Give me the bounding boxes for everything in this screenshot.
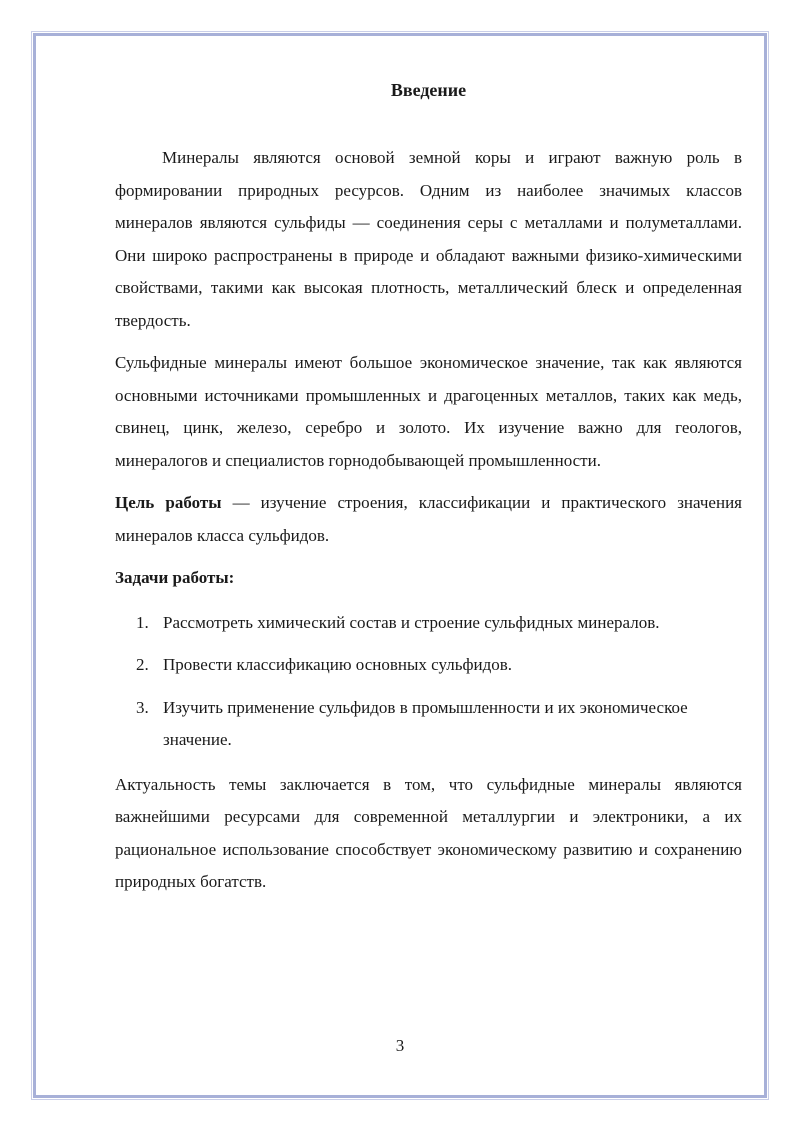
list-item [115,692,742,757]
document-body [115,74,742,909]
intro-paragraph-2: Сульфидные минералы имеют большое экономическое значение, так как являются основными источниками промышленных и драгоценных металлов, таких как медь, свинец, цинк, железо, серебро и золото. Их изучение важно для геологов, минералогов и специалистов горнодобывающей промышленности. [115,353,742,470]
goal-text: — изучение строения, классификации и практического значения минералов класса сульфидов. [115,493,742,545]
list-item-number: 3. [136,697,149,717]
list-item-number: 2. [136,655,149,674]
intro-paragraph-1: Минералы являются основой земной коры и играют важную роль в формировании природных ресурсов. Одним из наиболее значимых классов минералов являются сульфиды — соединения серы с металлами и полуметаллами. Они широко распространены в природе и обладают важными физико-химическими свойствами, такими как высокая плотность, металлический блеск и определенная твердость. [115,148,742,330]
page-number: 3 [395,1036,405,1055]
list-item-text: Изучить применение сульфидов в промышленности и их экономическое значение. [163,697,688,749]
relevance-paragraph: Актуальность темы заключается в том, что сульфидные минералы являются важнейшими ресурсами для современной металлургии и электроники, а их рациональное использование способствует экономическому развитию и сохранению природных богатств. [115,774,742,891]
goal-label: Цель работы [115,493,222,512]
tasks-heading [115,562,742,595]
list-item-text: Провести классификацию основных сульфидов. [163,655,512,674]
list-item [115,607,742,640]
page-title: Введение [390,80,467,100]
list-item [115,649,742,682]
goal-paragraph [115,487,742,552]
tasks-list [115,607,742,757]
tasks-label: Задачи работы: [115,568,235,587]
list-item-text: Рассмотреть химический состав и строение сульфидных минералов. [163,612,660,632]
list-item-number: 1. [136,612,149,632]
